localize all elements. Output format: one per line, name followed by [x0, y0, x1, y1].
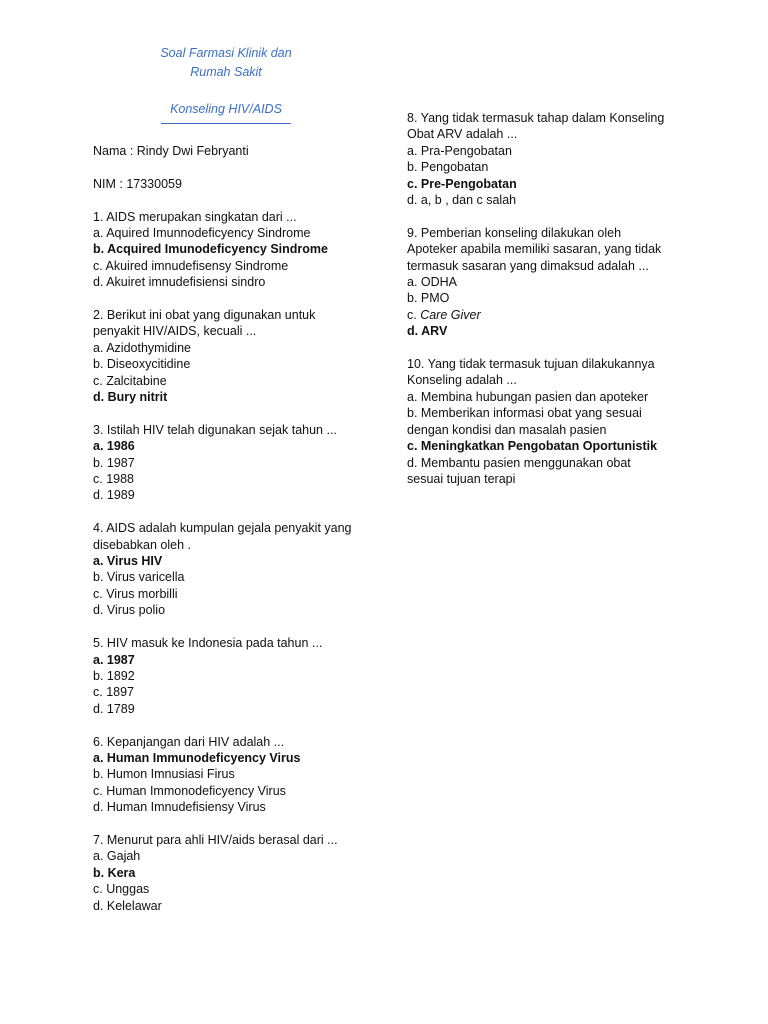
question-text: Obat ARV adalah ... — [407, 127, 518, 142]
answer-option — [407, 307, 707, 323]
question-text: Konseling adalah ... — [407, 373, 517, 388]
question-text: 2. Berikut ini obat yang digunakan untuk — [93, 308, 316, 323]
answer-option: c. Pre-Pengobatan — [407, 176, 517, 191]
question-text: Apoteker apabila memiliki sasaran, yang tidak — [407, 242, 662, 257]
student-name: Nama : Rindy Dwi Febryanti — [93, 144, 249, 158]
option-prefix: c. — [407, 307, 421, 322]
answer-option: d. ARV — [407, 324, 448, 339]
right-question-list — [407, 110, 707, 487]
spacer — [93, 159, 378, 175]
question-block — [407, 225, 707, 340]
question-text: 4. AIDS adalah kumpulan gejala penyakit yang — [93, 521, 352, 536]
answer-option: b. Virus varicella — [93, 570, 185, 585]
question-text: 1. AIDS merupakan singkatan dari ... — [93, 209, 297, 224]
question-block — [93, 307, 378, 405]
answer-option: c. Human Immonodeficyency Virus — [93, 783, 286, 798]
answer-option: a. ODHA — [407, 275, 458, 290]
answer-option: c. 1988 — [93, 472, 135, 487]
answer-option: c. Virus morbilli — [93, 586, 178, 601]
answer-option: b. Humon Imnusiasi Firus — [93, 767, 235, 782]
left-column — [93, 143, 378, 930]
question-block — [93, 832, 378, 914]
answer-option: b. Kera — [93, 865, 136, 880]
answer-option: d. Virus polio — [93, 603, 166, 618]
answer-option: b. PMO — [407, 291, 450, 306]
question-text: disebabkan oleh . — [93, 537, 191, 552]
answer-option: sesuai tujuan terapi — [407, 471, 516, 486]
question-block — [93, 635, 378, 717]
answer-option: b. Memberikan informasi obat yang sesuai — [407, 406, 642, 421]
document-subtitle: Konseling HIV/AIDS — [170, 102, 282, 116]
answer-option: b. 1987 — [93, 455, 135, 470]
answer-option: b. Acquired Imunodeficyency Sindrome — [93, 242, 328, 257]
spacer — [93, 192, 378, 208]
question-block — [407, 356, 707, 487]
question-text: 8. Yang tidak termasuk tahap dalam Konseling — [407, 111, 665, 125]
question-text: penyakit HIV/AIDS, kecuali ... — [93, 324, 257, 339]
question-text: termasuk sasaran yang dimaksud adalah ... — [407, 258, 649, 273]
left-question-list — [93, 209, 378, 914]
question-block — [93, 209, 378, 291]
answer-option: a. Azidothymidine — [93, 340, 191, 355]
question-text: 7. Menurut para ahli HIV/aids berasal dari ... — [93, 832, 338, 847]
answer-option: a. Pra-Pengobatan — [407, 143, 512, 158]
answer-option: d. Human Imnudefisiensy Virus — [93, 800, 266, 815]
student-nim: NIM : 17330059 — [93, 176, 182, 191]
answer-option: d. Membantu pasien menggunakan obat — [407, 455, 631, 470]
answer-option: d. a, b , dan c salah — [407, 193, 517, 208]
answer-option: d. Kelelawar — [93, 898, 162, 913]
document-title-line1: Soal Farmasi Klinik dan — [160, 46, 292, 60]
answer-option: b. Diseoxycitidine — [93, 357, 191, 372]
question-text: 3. Istilah HIV telah digunakan sejak tahun ... — [93, 422, 337, 437]
answer-option: d. 1789 — [93, 701, 135, 716]
document-title-line2: Rumah Sakit — [190, 65, 262, 79]
answer-option: dengan kondisi dan masalah pasien — [407, 422, 607, 437]
question-text: 6. Kepanjangan dari HIV adalah ... — [93, 734, 285, 749]
option-text: Care Giver — [420, 307, 481, 322]
answer-option: a. 1986 — [93, 439, 135, 454]
answer-option: a. Aquired Imunnodeficyency Sindrome — [93, 226, 311, 240]
question-block — [93, 734, 378, 816]
answer-option: c. Zalcitabine — [93, 373, 167, 388]
question-text: 5. HIV masuk ke Indonesia pada tahun ... — [93, 636, 323, 651]
answer-option: c. Meningkatkan Pengobatan Oportunistik — [407, 439, 658, 454]
question-block — [93, 520, 378, 618]
answer-option: a. 1987 — [93, 652, 135, 667]
question-block — [93, 422, 378, 504]
answer-option: a. Virus HIV — [93, 554, 163, 569]
answer-option: c. 1897 — [93, 685, 135, 700]
document-header — [140, 44, 312, 124]
answer-option: d. Akuiret imnudefisiensi sindro — [93, 275, 266, 290]
answer-option: d. Bury nitrit — [93, 390, 168, 405]
answer-option: b. 1892 — [93, 668, 135, 683]
answer-option: d. 1989 — [93, 488, 135, 503]
answer-option: c. Akuired imnudefisensy Sindrome — [93, 258, 289, 273]
question-block — [407, 110, 707, 208]
answer-option: a. Human Immunodeficyency Virus — [93, 750, 301, 765]
subtitle-underline — [161, 123, 291, 124]
question-text: 9. Pemberian konseling dilakukan oleh — [407, 225, 622, 240]
answer-option: a. Membina hubungan pasien dan apoteker — [407, 389, 649, 404]
question-text: 10. Yang tidak termasuk tujuan dilakukannya — [407, 357, 655, 372]
answer-option: a. Gajah — [93, 849, 141, 864]
answer-option: c. Unggas — [93, 882, 150, 897]
answer-option: b. Pengobatan — [407, 160, 489, 175]
right-column — [407, 110, 707, 504]
